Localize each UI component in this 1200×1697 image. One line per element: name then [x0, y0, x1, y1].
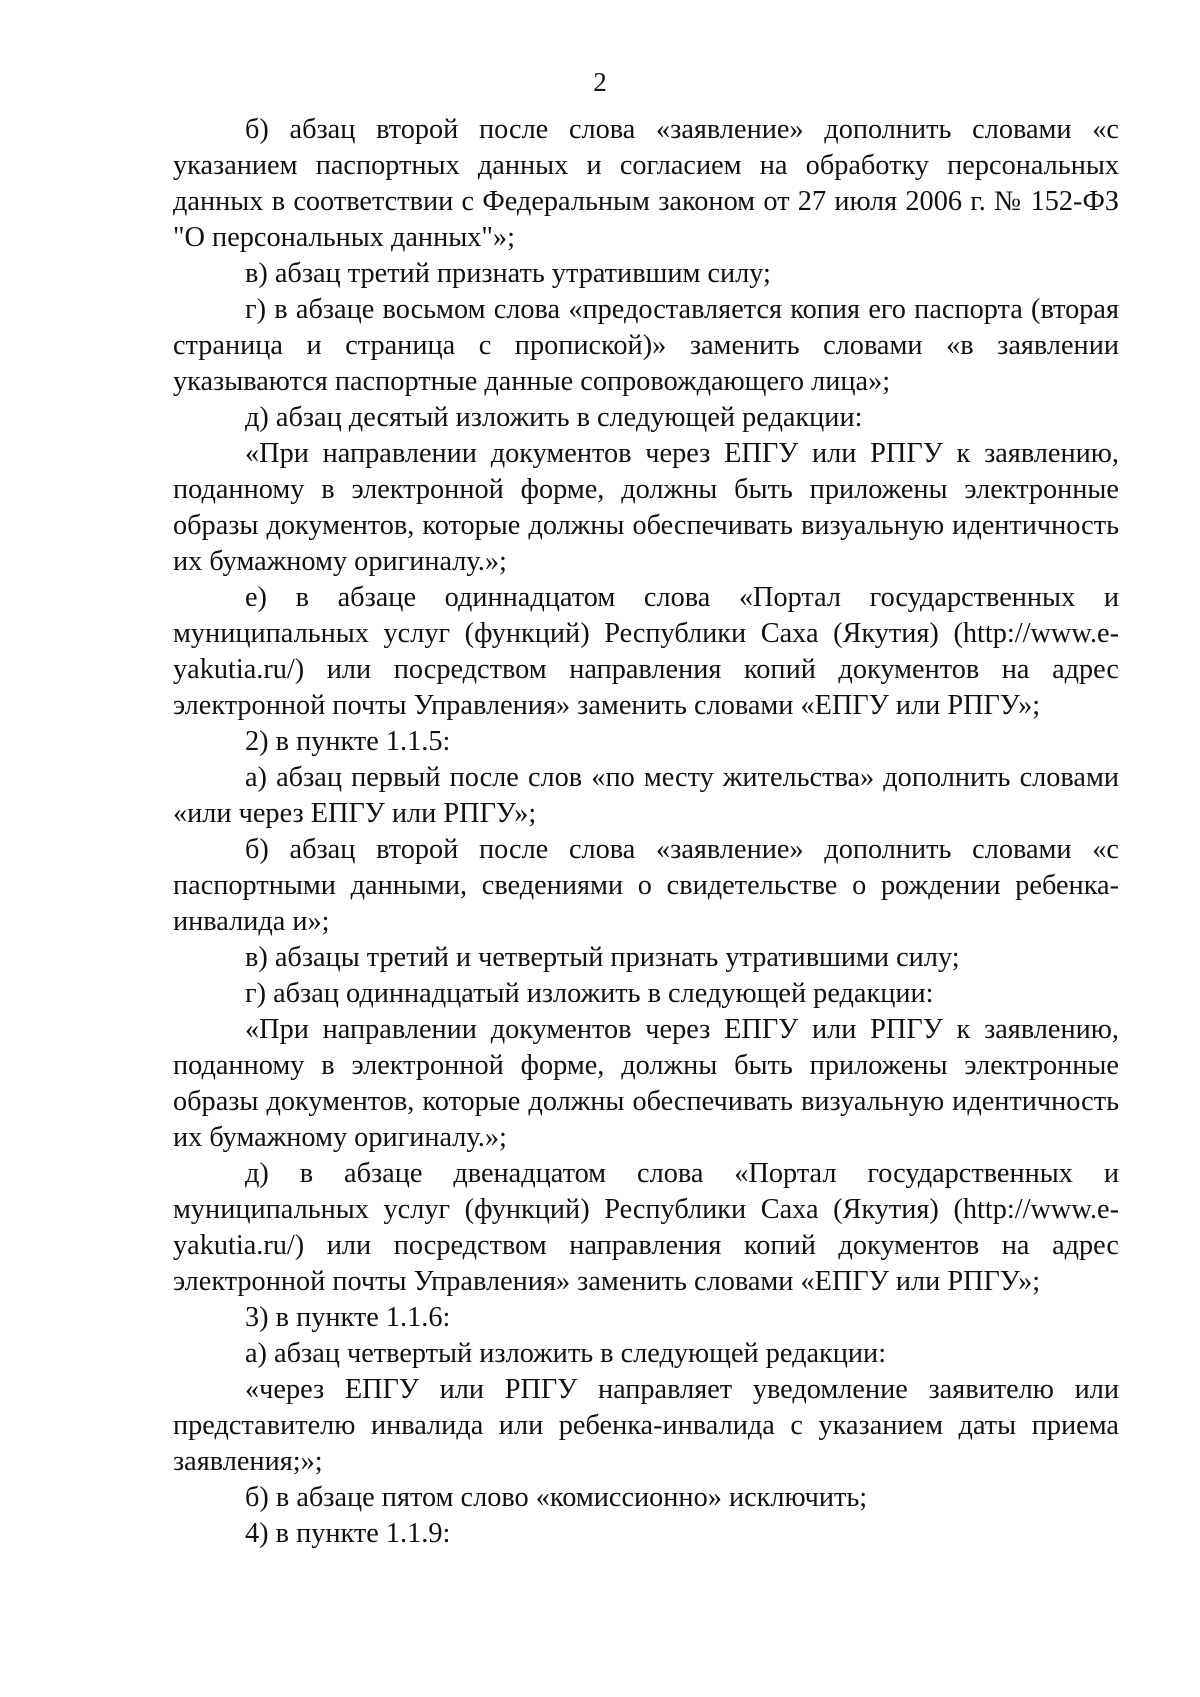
paragraph-e-eleventh-abzac: е) в абзаце одиннадцатом слова «Портал государственных и муниципальных услуг (функций) Республики Саха (Якутия) (http://www.e-yakutia.ru/) или посредством направления копий документов на адрес электронной почты Управления» заменить словами «ЕПГУ или РПГУ»;: [173, 582, 1119, 721]
quoted-text-notification: «через ЕПГУ или РПГУ направляет уведомление заявителю или представителю инвалида или ребенка-инвалида с указанием даты приема заявления;»;: [173, 1374, 1119, 1477]
paragraph-v-third-fourth-abzac: в) абзацы третий и четвертый признать утратившими силу;: [245, 942, 960, 973]
page-number: 2: [593, 67, 607, 97]
item-2-point-1-1-5: 2) в пункте 1.1.5:: [245, 726, 451, 757]
paragraph-b-fifth-abzac: б) в абзаце пятом слово «комиссионно» исключить;: [245, 1482, 868, 1513]
paragraph-v-third-abzac: в) абзац третий признать утратившим силу;: [245, 258, 771, 289]
quoted-text-epgu-documents-2: «При направлении документов через ЕПГУ или РПГУ к заявлению, поданному в электронной форме, должны быть приложены электронные образы документов, которые должны обеспечивать визуальную идентичность их бумажному оригиналу.»;: [173, 1014, 1119, 1153]
item-3-point-1-1-6: 3) в пункте 1.1.6:: [245, 1302, 451, 1333]
paragraph-d-twelfth-abzac: д) в абзаце двенадцатом слова «Портал государственных и муниципальных услуг (функций) Республики Саха (Якутия) (http://www.e-yakutia.ru/) или посредством направления копий документов на адрес электронной почты Управления» заменить словами «ЕПГУ или РПГУ»;: [173, 1158, 1119, 1297]
paragraph-a-fourth-abzac: а) абзац четвертый изложить в следующей редакции:: [245, 1338, 887, 1369]
paragraph-d-tenth-abzac: д) абзац десятый изложить в следующей редакции:: [245, 402, 863, 433]
paragraph-g-eighth-abzac: г) в абзаце восьмом слова «предоставляется копия его паспорта (вторая страница и страница с пропиской)» заменить словами «в заявлении указываются паспортные данные сопровождающего лица»;: [173, 294, 1119, 397]
document-body: [173, 112, 1119, 1552]
item-4-point-1-1-9: 4) в пункте 1.1.9:: [245, 1518, 451, 1549]
paragraph-b-second-abzac-passport: б) абзац второй после слова «заявление» дополнить словами «с паспортными данными, сведениями о свидетельстве о рождении ребенка-инвалида и»;: [173, 834, 1119, 937]
paragraph-g-eleventh-abzac: г) абзац одиннадцатый изложить в следующей редакции:: [245, 978, 934, 1009]
paragraph-a-first-abzac: а) абзац первый после слов «по месту жительства» дополнить словами «или через ЕПГУ или РПГУ»;: [173, 762, 1119, 829]
paragraph-b-second-abzac: б) абзац второй после слова «заявление» дополнить словами «с указанием паспортных данных и согласием на обработку персональных данных в соответствии с Федеральным законом от 27 июля 2006 г. № 152-ФЗ "О персональных данных"»;: [173, 114, 1119, 253]
quoted-text-epgu-documents: «При направлении документов через ЕПГУ или РПГУ к заявлению, поданному в электронной форме, должны быть приложены электронные образы документов, которые должны обеспечивать визуальную идентичность их бумажному оригиналу.»;: [173, 438, 1119, 577]
